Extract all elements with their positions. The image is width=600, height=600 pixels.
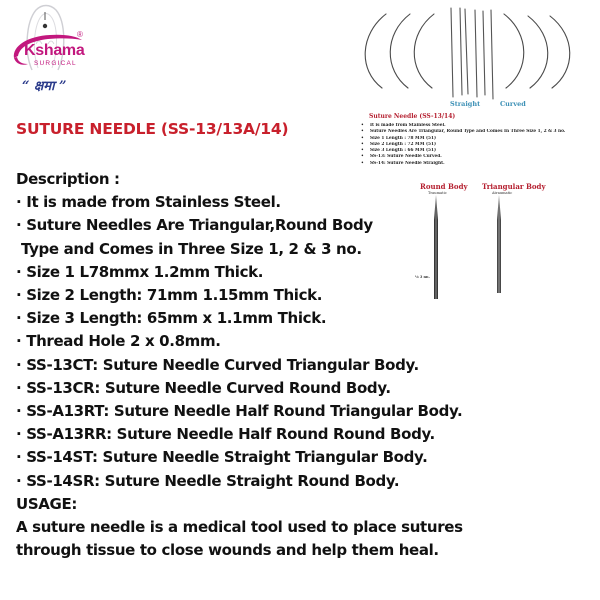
description-bullet: · SS-13CT: Suture Needle Curved Triangular Body. <box>16 355 419 374</box>
inset-title: Suture Needle (SS-13/14) <box>369 113 456 120</box>
inset-spec-list <box>360 123 600 167</box>
description-bullet: · Thread Hole 2 x 0.8mm. <box>16 332 221 351</box>
description-bullet: · Suture Needles Are Triangular,Round Body <box>16 216 373 235</box>
brand-logo <box>2 2 86 94</box>
inset-spec-item: • Suture Needles Are Triangular, Round Type and Comes In Three Size 1, 2 & 3 no. <box>360 129 600 135</box>
triangular-body-sublabel: Atraumatic <box>492 191 513 195</box>
logo-subtitle: SURGICAL <box>34 60 77 67</box>
description-bullet: · SS-13CR: Suture Needle Curved Round Body. <box>16 378 391 397</box>
product-description <box>16 168 596 562</box>
registered-mark: ® <box>77 30 83 39</box>
inset-spec-item: • SS-14: Suture Needle Straight. <box>360 161 600 167</box>
usage-text: A suture needle is a medical tool used to place sutures <box>16 518 463 537</box>
description-bullet: · SS-A13RT: Suture Needle Half Round Triangular Body. <box>16 402 463 421</box>
inset-spec-item: • Size 2 Length : 72 MM (51) <box>360 142 600 148</box>
needles-product-image <box>350 0 600 115</box>
description-bullet: · SS-A13RR: Suture Needle Half Round Round Body. <box>16 425 435 444</box>
inset-spec-item: • SS-13: Suture Needle Curved. <box>360 154 600 160</box>
description-bullet-continued: Type and Comes in Three Size 1, 2 & 3 no. <box>21 239 362 258</box>
description-bullet: · Size 3 Length: 65mm x 1.1mm Thick. <box>16 309 327 328</box>
inset-spec-sheet <box>360 113 600 167</box>
label-curved: Curved <box>500 100 526 108</box>
inset-spec-item: • It is made from Stainless Steel. <box>360 123 600 129</box>
scale-label: ⅛ 3 nn. <box>415 275 430 279</box>
description-heading: Description : <box>16 170 120 188</box>
logo-tagline: “ क्षमा ” <box>22 79 67 94</box>
inset-spec-item: • Size 1 Length : 78 MM (51) <box>360 136 600 142</box>
label-straight: Straight <box>450 100 481 108</box>
description-bullet: · Size 2 Length: 71mm 1.15mm Thick. <box>16 286 323 305</box>
usage-heading: USAGE: <box>16 494 78 513</box>
description-bullet: · SS-14SR: Suture Needle Straight Round Body. <box>16 471 400 490</box>
description-bullet: · It is made from Stainless Steel. <box>16 193 281 212</box>
inset-spec-item: • Size 3 Length : 66 MM (51) <box>360 148 600 154</box>
product-title: SUTURE NEEDLE (SS-13/13A/14) <box>16 120 289 138</box>
triangular-body-label: Triangular Body <box>482 182 546 191</box>
round-body-sublabel: Traumatic <box>428 191 447 195</box>
logo-name: Kshama <box>24 42 85 59</box>
round-body-label: Round Body <box>420 182 468 191</box>
usage-text: through tissue to close wounds and help them heal. <box>16 541 439 560</box>
description-bullet: · Size 1 L78mmx 1.2mm Thick. <box>16 262 264 281</box>
description-bullet: · SS-14ST: Suture Needle Straight Triangular Body. <box>16 448 428 467</box>
